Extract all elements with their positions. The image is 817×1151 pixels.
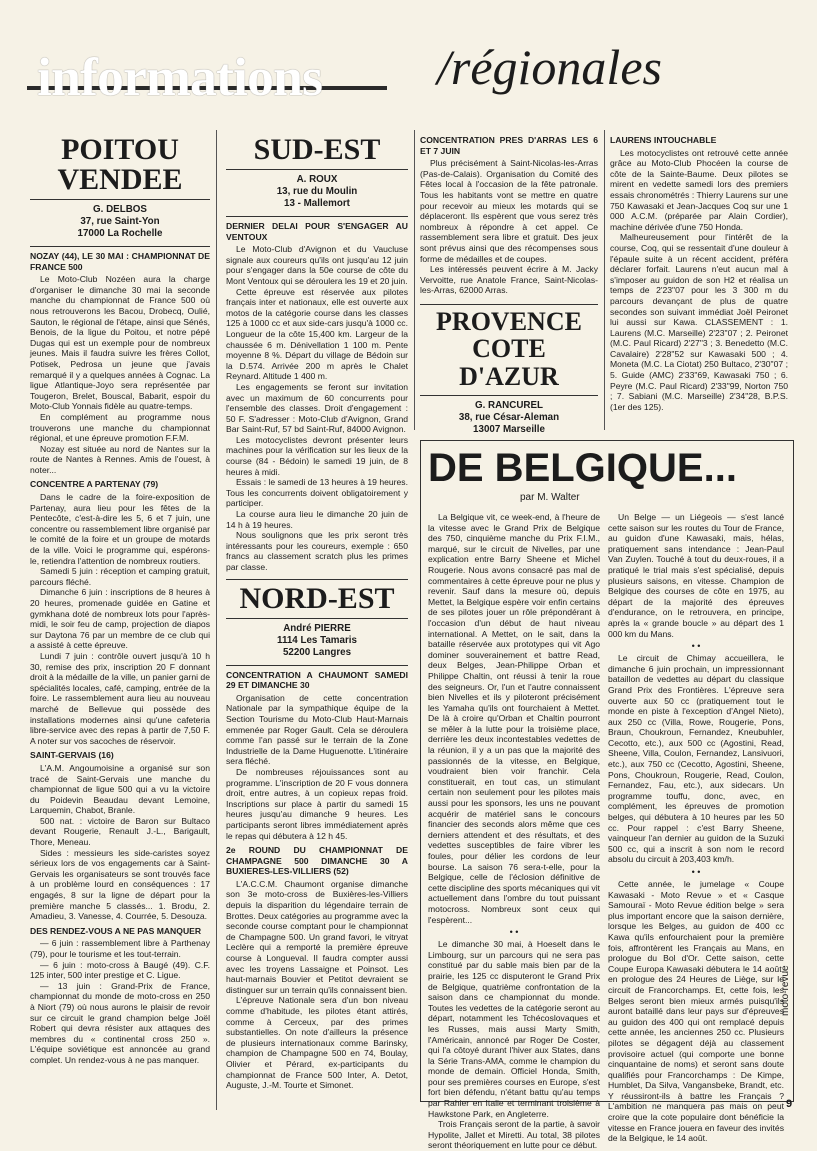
separator-dots: • •: [691, 641, 701, 652]
belgique-column-right: [608, 512, 784, 1144]
paragraph: Un Belge — un Liégeois — s'est lancé cette saison sur les routes du Tour de France, au guidon d'une Kawasaki, mais, hélas, pratiquement sans intendance : Jean-Paul Van Zuylen. Touché à tout du deux-roues, il a pratiqué le trial mais s'est spécialisé, depuis plusieurs saisons, en vitesse. Champion de Belgique des courses de côte en 1975, au départ de la majorité des épreuves d'endurance, on le retrouvera, en principe, après la « grande boucle » au départ des 1 000 km du Mans.: [608, 512, 784, 639]
rule: [30, 246, 210, 247]
paragraph: Le Moto-Club d'Avignon et du Vaucluse signale aux coureurs qu'ils ont jusqu'au 12 juin pour s'engager dans la 50e course de côte du Mont Ventoux qui se déroulera les 19 et 20 juin.: [226, 244, 408, 286]
region-title-provence: PROVENCE: [436, 306, 582, 336]
paragraph: Essais : le samedi de 13 heures à 19 heures. Tous les concurrents doivent obligatoirement y participer.: [226, 477, 408, 509]
article-heading: SAINT-GERVAIS (16): [30, 750, 114, 761]
belgique-title: DE BELGIQUE...: [428, 446, 737, 490]
separator-dots: • •: [691, 867, 701, 877]
correspondent-name: G. RANCUREL: [474, 399, 544, 411]
paragraph: Malheureusement pour l'intérêt de la course, Coq, qui se ressentait d'une douleur à l'épaule suite à un récent accident, préféra déclarer forfait. Laurens n'eut aucun mal à s'imposer au guidon de son H2 et réalisa un temps de 2'23"07 pour les 3 300 m du parcours devançant de plus de quatre secondes son suivant immédiat Joël Peironet lui aussi sur Kawa. CLASSEMENT : 1. Laurens (M.C. Marseille) 2'23"07 ; 2. Peironet (M.C. Paul Ricard) 2'27"3 ; 3. Benedetto (M.C. Cavalaire) 2'28"52 sur Kawasaki 500 ; 4. Moneta (M.C. La Ciotat) 250 Bultaco, 2'30"07 ; 5. Guide (AMC) 2'33"69, Kawasaki 750 ; 6. Peyre (M.C. Paul Ricard) 2'33"99, Norton 750 ; 7. Sabiani (M.C. Marseille) 2'34"28, B.P.S. (1er des 125).: [610, 232, 788, 412]
region-title-poitou: POITOU: [61, 133, 179, 166]
column-divider: [414, 130, 415, 430]
article-heading: CONCENTRE A PARTENAY (79): [30, 479, 159, 490]
paragraph: La course aura lieu le dimanche 20 juin de 14 h à 19 heures.: [226, 509, 408, 530]
paragraph: Les motocyclistes ont retrouvé cette année grâce au Moto-Club Phocéen la course de côte de la Sainte-Baume. Deux pilotes se mirent en vedette samedi lors des premiers essais chronométrés : Thierry Laurens sur une 750 Kawasaki et Jean-Jacques Coq sur une 1 000 A.C.M. (préparée par Alain Cordier), machine dérivée d'une 750 Honda.: [610, 147, 788, 232]
paragraph: En complément au programme nous trouverons une manche du championnat régional, et une épreuve promotion F.F.M.: [30, 411, 210, 444]
paragraph: Cette année, le jumelage « Coupe Kawasaki - Moto Revue » et « Casque Samouraï - Moto Revue édition belge » sera plus important encore que la saison dernière, lorsque les Belges, au guidon de 400 cc Kawa qu'ils enfourchaient pour la première fois, affrontèrent les Français au Mans, en prologue du Bol d'Or. Cette saison, cette Coupe Europa Kawasaki débutera le 14 août, en prologue des 24 Heures de Liège, sur le circuit de Francorchamps. Et, cette fois, les Belges seront bien mieux armés puisqu'ils auront bataillé dans leur pays sur d'épreuves au guidon des 400 qui ont remplacé depuis cette année, les anciennes 250 cc. Plusieurs pilotes se dégagent déjà au classement provisoire actuel (qui comporte une bonne cinquantaine de noms) et seront sans doute qualifiés pour Francorchamps : De Kimpe, Humblet, Da Silva, Vangansbeke, Brandt, etc. Y réussiront-ils à battre les Français ? L'ambition ne manquera pas mais on peut croire que la cote populaire dont bénéficie la vitesse en France jouera en faveur des invités de la Belgique, le 14 août.: [608, 879, 784, 1144]
page-number: 9: [786, 1098, 793, 1110]
correspondent-address: 13, rue du Moulin: [276, 186, 358, 197]
article-heading: 2e ROUND DU CHAMPIONNAT DE CHAMPAGNE 500 DIMANCHE 30 A BUXIERES-LES-VILLIERS (52): [226, 845, 408, 877]
article-heading: LAURENS INTOUCHABLE: [610, 135, 717, 145]
masthead: [27, 30, 662, 107]
paragraph: Samedi 5 juin : réception et camping gratuit, parcours fléché.: [30, 566, 210, 587]
correspondent-address: 38, rue César-Aleman: [458, 411, 560, 423]
belgique-column-left: [428, 512, 600, 1151]
paragraph: Nozay est située au nord de Nantes sur la route de Nantes à Rennes. Amis de l'ouest, à noter...: [30, 443, 210, 475]
article-heading: DERNIER DELAI POUR S'ENGAGER AU VENTOUX: [226, 221, 408, 242]
paragraph: Les engagements se feront sur invitation avec un maximum de 60 concurrents pour l'ensemble des classes. Droit d'engagement : 50 F. S'adresser : Moto-Club d'Avignon, Grand Bar Saint-Ruf, 57 bd Saint-Ruf, 84000 Avignon.: [226, 381, 408, 435]
paragraph: Nous soulignons que les prix seront très intéressants pour les coureurs, exemple : 650 francs au classement scratch plus les primes par classe.: [226, 530, 408, 572]
paragraph: Cette épreuve est réservée aux pilotes français inter et nationaux, elle est ouverte aux motos de la catégorie course dans les classes 125 à 1000 cc et aux side-cars jusqu'à 1000 cc. Longueur de la côte 15,400 km. Largeur de la chaussée 6 m. Dénivellation 1 100 m. Pente moyenne 8 %. Départ du village de Bédoin sur la D.574. Arrivée 200 m après le Chalet Reynard. Altitude 1 400 m.: [226, 286, 408, 382]
correspondent-city: 13 - Mallemort: [284, 198, 350, 209]
column-laurens: [610, 135, 788, 412]
correspondent-name: André PIERRE: [283, 622, 351, 634]
correspondent-city: 13007 Marseille: [473, 423, 545, 435]
correspondent: [30, 204, 210, 240]
article-heading: CONCENTRATION A CHAUMONT SAMEDI 29 ET DIMANCHE 30: [226, 669, 408, 691]
correspondent-address: 1114 Les Tamaris: [277, 634, 357, 646]
rule: [226, 665, 408, 666]
article-heading: DES RENDEZ-VOUS A NE PAS MANQUER: [30, 925, 202, 936]
rule: [226, 216, 408, 217]
region-title-cote-azur: COTE D'AZUR: [459, 333, 559, 391]
column-divider: [216, 130, 217, 1110]
region-title-vendee: VENDEE: [57, 163, 183, 196]
magazine-name: moto-revue: [780, 965, 791, 1016]
paragraph: L'A.C.C.M. Chaumont organise dimanche son 3e moto-cross de Buxières-les-Villiers depuis la disparition du légendaire terrain de Brottes. Deux catégories au programme avec la seconde course comptant pour le championnat de Champagne 500. Un grand favori, le vitryat Leclère qui a remporté la première épreuve course à Longueval. Il faudra compter aussi avec les troyens Lassaigne et Poinsot. Les haut-marnais Bouvier et Petitot devraient se distinguer sur un terrain qu'ils connaissent bien.: [226, 878, 408, 995]
rule: [226, 169, 408, 170]
paragraph: — 6 juin : moto-cross à Baugé (49). C.F. 125 inter, 500 inter prestige et C. Ligue.: [30, 959, 210, 981]
correspondent-name: G. DELBOS: [93, 204, 147, 215]
paragraph: L'A.M. Angoumoisine a organisé sur son tracé de Saint-Gervais une manche du championnat de ligue 500 qui a vu la victoire du Poidevin Beaudau devant Lemoine, Larquemin, Chabot, Branle.: [30, 762, 210, 816]
paragraph: Dans le cadre de la foire-exposition de Partenay, aura lieu pour les fêtes de la Pentecôte, c'est-à-dire les 5, 6 et 7 juin, une concentre ou rassemblement libre organisé par le comité de la foire et un groupe de motards de la ville. Voici le programme qui, espérons-le, retiendra l'attention de nombreux routiers.: [30, 492, 210, 566]
correspondent-city: 17000 La Rochelle: [77, 228, 163, 239]
paragraph: — 13 juin : Grand-Prix de France, championnat du monde de moto-cross en 250 à Niort (79) où nous aurons le plaisir de revoir sur ce circuit le grand champion belge Joël Robert qui devra résister aux attaques des membres du « continental cross 250 ». L'équipe soviétique est annoncée au grand complet. Un rendez-vous à ne pas manquer.: [30, 980, 210, 1065]
paragraph: L'épreuve Nationale sera d'un bon niveau comme d'habitude, les pilotes étant attirés, comme à Cerceux, par des primes substantielles. On note d'ailleurs la présence de plusieurs internationaux comme Barinsky, champion de Champagne 500 en 74, Boulay, Olivier et Pérard, ex-participants du championnat de France 500 Inter, A. Detot, Auguste, J.-M. Tourte et Simonet.: [226, 995, 408, 1091]
correspondent-name: A. ROUX: [296, 174, 338, 185]
separator-dots: • •: [509, 927, 519, 938]
paragraph: De nombreuses réjouissances sont au programme. L'inscription de 20 F vous donnera droit, entre autres, à un copieux repas froid. Inscriptions sur place à partir du samedi 15 heures jusqu'au dimanche 9 heures. Les participants seront libres immédiatement après le repas qui débutera à 12 h 45.: [226, 766, 408, 841]
rule: [226, 579, 408, 580]
article-heading: NOZAY (44), LE 30 MAI : CHAMPIONNAT DE FRANCE 500: [30, 251, 210, 272]
column-poitou-vendee: [30, 135, 210, 1066]
correspondent: [226, 623, 408, 659]
paragraph: Plus précisément à Saint-Nicolas-les-Arras (Pas-de-Calais). Organisation du Comité des Fêtes local à l'occasion de la fête patronale. Tous les habitants vont se mettre en quatre pour recevoir au mieux les motards qui se déplaceront. Ils espèrent que vous serez très nombreux à répondre à cet appel. Ce rassemblement sera libre et gratuit. Des jeux sont prévus ainsi que des récompenses sous forme de médailles et de coupes.: [420, 158, 598, 264]
rule: [226, 618, 408, 619]
masthead-word-informations: informations: [37, 47, 322, 107]
column-arras-provence: [420, 135, 598, 442]
paragraph: Trois Français seront de la partie, à savoir Hypolite, Jallet et Miretti. Au total, 38 pilotes seront théoriquement en lutte pour ce début.: [428, 1119, 600, 1151]
column-sud-est-nord-est: [226, 135, 408, 1091]
paragraph: Sides : messieurs les side-caristes soyez sérieux lors de vos engagements car à Saint-Gervais les organisateurs se sont trouvés face à un problème lourd en conséquences : 17 engagés, 8 sur la ligne de départ pour la première manche 5 classés... 1. Brodu, 2. Amadieu, 3. Vanesse, 4. Courrée, 5. Desouza.: [30, 847, 210, 922]
paragraph: Organisation de cette concentration Nationale par la sympathique équipe de la Section Tourisme du Moto-Club Haut-Marnais emmenée par Roger Gault. Cela se déroulera comme l'an passé sur le terrain de la Zone Industrielle de la Dame Huguenotte. L'itinéraire sera fléché.: [226, 692, 408, 767]
paragraph: Dimanche 6 juin : inscriptions de 8 heures à 20 heures, promenade guidée en Gatine et gymkhana doté de nombreux lots pour l'après-midi, le soir feu de camp, projection de diapos sur Daytona 76 par un membre de ce club qui a assisté à cette épreuve.: [30, 587, 210, 651]
paragraph: Lundi 7 juin : contrôle ouvert jusqu'à 10 h 30, remise des prix, inscription 20 F donnant droit à la médaille de la ville, un panier garni de spécialités locales, café, camping, entrée de la foire. Le rassemblement aura lieu au nouveau marché de Bellevue qui possède des installations modernes ainsi qu'une cafeteria libre-service avec des repas à partir de 7,50 F. A noter sur vos sacoches de réservoir.: [30, 650, 210, 746]
correspondent: [226, 174, 408, 210]
correspondent: [420, 400, 598, 436]
belgique-byline: par M. Walter: [520, 492, 580, 503]
column-divider: [604, 130, 605, 430]
correspondent-city: 52200 Langres: [282, 646, 352, 658]
masthead-word-regionales: /régionales: [437, 39, 662, 95]
rule: [30, 199, 210, 200]
paragraph: Les intéressés peuvent écrire à M. Jacky Vervoitte, rue Anatole France, Saint-Nicolas-les-Arras, 62000 Arras.: [420, 264, 598, 296]
region-title-sud-est: SUD-EST: [253, 133, 381, 166]
paragraph: Le Moto-Club Nozéen aura la charge d'organiser le dimanche 30 mai la seconde manche du championnat de France 500 où nous retrouverons les Bacou, Drobecq, Oulié, Sauton, le régional de l'étape, ainsi que Sénés, Benois, de la ligue du Poitou, et notre pépé Dugas qui est un exemple pour de nombreux jeunes. Mais il faudra suivre les frères Collot, Potisek, Pedrosa un jeune que j'avais remarqué il y a quelques années à Cognac. La ligue Atlantique-Joyo sera représentée par Tougeron, Brelet, Bouscal, Babarit, espoir du Moto-Club Yonnais fidèle au quatre-temps.: [30, 274, 210, 412]
paragraph: Les motocyclistes devront présenter leurs machines pour la vérification sur les lieux de la course (84 - Bédoin) le samedi 19 juin, de 8 heures à midi.: [226, 434, 408, 477]
rule: [420, 395, 598, 396]
correspondent-address: 37, rue Saint-Yon: [80, 216, 160, 227]
article-heading: CONCENTRATION PRES D'ARRAS LES 6 ET 7 JUIN: [420, 135, 598, 156]
paragraph: Le dimanche 30 mai, à Hoeselt dans le Limbourg, sur un parcours qui ne sera pas constitué par du sable mais bien par de la prairie, les 125 cc disputeront le Grand Prix de Belgique, quatrième confrontation de la saison dans ce championnat du monde. Toutes les vedettes de la catégorie seront au départ, notamment les Tchécoslovaques et les Russes, mais aussi Marty Smith, l'Américain, annoncé par Roger De Coster, qui l'a côtoyé durant l'hiver aux States, dans la Série Trans-AMA, comme le champion du monde de demain. Officiel Honda, Smith, pour ses premières courses en Europe, s'est fort bien défendu, n'étant battu qu'au temps par Rahier en Italie et terminant troisième à Hawkstone Park, en Angleterre.: [428, 939, 600, 1119]
paragraph: — 6 juin : rassemblement libre à Parthenay (79), pour le tourisme et les tout-terrain.: [30, 938, 210, 959]
rule: [420, 304, 598, 305]
paragraph: 500 nat. : victoire de Baron sur Bultaco devant Rougerie, Renault J.-L., Barigault, Thore, Meneau.: [30, 815, 210, 848]
region-title-nord-est: NORD-EST: [239, 581, 395, 615]
paragraph: Le circuit de Chimay accueillera, le dimanche 6 juin prochain, un impressionnant bataillon de vedettes au départ du classique Grand Prix des Frontières. L'épreuve sera ouverte aux 50 cc (pratiquement tout le monde en piste à l'exception d'Angel Nieto), aux 250 cc (Villa, Rowe, Rougerie, Pons, Braun, Choukroun, Fernandez, Kneubuhler, Cecotto, etc.), aux 500 cc (Agostini, Read, Sheene, Villa, Coulon, Fernandez, Lansivuori, etc.), aux 750 cc (Cecotto, Agostini, Sheene, Pons, Choukroun, Rougerie, Read, Coulon, Fernandez, Fau, etc.), aux sidecars. Un programme touffu, donc, avec, en complément, les épreuves de promotion belges, qui débutera à 10 heures par les 50 cc. Pour rappel : c'est Barry Sheene, vainqueur l'an dernier au guidon de la Suzuki 500 cc, qui a inscrit à son nom le record absolu du circuit à 203,403 km/h.: [608, 653, 784, 865]
paragraph: La Belgique vit, ce week-end, à l'heure de la vitesse avec le Grand Prix de Belgique des 750, cinquième manche du Prix F.I.M., marqué, sur le circuit de Nivelles, par une explication entre Barry Sheene et Michel Rougerie. Nous avons consacré pas mal de commentaires à cette épreuve pour ne plus y revenir. Sauf dans la mesure où, depuis Mettet, la Belgique espère voir enfin certains de ses pilotes jouer un rôle prépondérant à l'occasion d'un début de haut niveau international. A Mettet, on le sait, dans la bataille réservée aux prototypes qui vit Ago dominer souverainement et battre Read, deux Belges, Jean-Philippe Orban et Philippe Chaltin, ont réussi à tenir la roue des seigneurs. Or, l'un et l'autre connaissent bien Nivelles et ils y piloteront précisément les Yamaha qu'ils ont fourchaient à Mettet. De là à croire qu'Orban et Chaltin pourront se mêler à la lutte pour la troisième place, derrière les deux incontestables vedettes de la réunion, il y a un pas que la majorité des passionnés de la vitesse, en Belgique, voudraient bien voir franchir. Cela constituerait, en tout cas, un stimulant certain non seulement pour les pilotes mais aussi pour les sponsors, les uns ne pouvant acquérir de matériel sans le concours financier des seconds alors même que ces derniers attendent et des résultats, et des vedettes susceptibles de faire vibrer les foules, pour délier les cordons de leur bourse. La saison 76 sera-t-elle, pour la Belgique, celle de l'éclosion définitive de cette discipline des sports mécaniques qui vit actuellement dans l'ombre du tout puissant motocross. Nombreux sont ceux qui l'espèrent...: [428, 512, 600, 925]
